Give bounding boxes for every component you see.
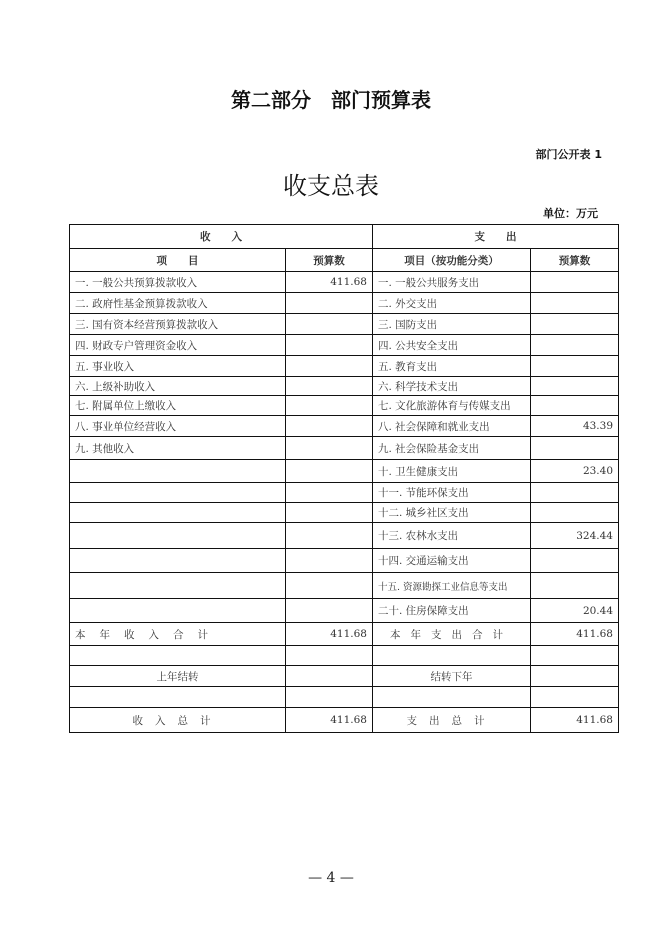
expense-item: 八. 社会保障和就业支出	[373, 416, 531, 437]
income-item	[70, 523, 286, 549]
income-value	[286, 314, 373, 335]
expense-section-header: 支 出	[373, 225, 619, 249]
table-row	[70, 503, 619, 523]
income-value	[286, 335, 373, 356]
expense-item: 十. 卫生健康支出	[373, 460, 531, 483]
expense-item-header: 项目（按功能分类）	[373, 249, 531, 272]
table-row	[70, 272, 619, 293]
section-header-row	[70, 225, 619, 249]
year-income-total-value: 411.68	[286, 623, 373, 646]
carry-out-value	[531, 666, 619, 687]
expense-item: 十三. 农林水支出	[373, 523, 531, 549]
income-value	[286, 293, 373, 314]
page-number: — 4 —	[308, 870, 354, 886]
budget-summary-table	[69, 224, 619, 733]
expense-value	[531, 377, 619, 396]
carry-in-value	[286, 666, 373, 687]
income-budget-header: 预算数	[286, 249, 373, 272]
blank-row	[70, 687, 619, 708]
expense-item: 四. 公共安全支出	[373, 335, 531, 356]
income-value	[286, 599, 373, 623]
income-item	[70, 503, 286, 523]
table-row	[70, 356, 619, 377]
table-row	[70, 416, 619, 437]
income-item	[70, 549, 286, 573]
part-title: 第二部分 部门预算表	[231, 88, 431, 112]
income-item: 四. 财政专户管理资金收入	[70, 335, 286, 356]
income-value	[286, 377, 373, 396]
carry-in-label: 上年结转	[70, 666, 286, 687]
income-value	[286, 573, 373, 599]
expense-value	[531, 272, 619, 293]
expense-grand-total-label: 支出总计	[373, 708, 531, 733]
income-value	[286, 549, 373, 573]
expense-grand-total-value: 411.68	[531, 708, 619, 733]
income-value	[286, 483, 373, 503]
table-row	[70, 483, 619, 503]
blank-row	[70, 646, 619, 666]
income-value	[286, 416, 373, 437]
expense-value	[531, 314, 619, 335]
expense-item: 十二. 城乡社区支出	[373, 503, 531, 523]
income-item: 一. 一般公共预算拨款收入	[70, 272, 286, 293]
expense-item: 七. 文化旅游体育与传媒支出	[373, 396, 531, 416]
expense-value: 20.44	[531, 599, 619, 623]
income-value	[286, 460, 373, 483]
income-value: 411.68	[286, 272, 373, 293]
expense-budget-header: 预算数	[531, 249, 619, 272]
year-total-row	[70, 623, 619, 646]
carry-out-label: 结转下年	[373, 666, 531, 687]
expense-value: 324.44	[531, 523, 619, 549]
income-item: 九. 其他收入	[70, 437, 286, 460]
income-item	[70, 599, 286, 623]
income-item	[70, 573, 286, 599]
income-item: 八. 事业单位经营收入	[70, 416, 286, 437]
table-row	[70, 293, 619, 314]
grand-total-row	[70, 708, 619, 733]
table-row	[70, 396, 619, 416]
year-expense-total-value: 411.68	[531, 623, 619, 646]
income-item	[70, 460, 286, 483]
expense-item: 二十. 住房保障支出	[373, 599, 531, 623]
income-value	[286, 396, 373, 416]
expense-item: 十一. 节能环保支出	[373, 483, 531, 503]
table-row	[70, 523, 619, 549]
table-code: 部门公开表 1	[535, 148, 602, 161]
income-item	[70, 483, 286, 503]
income-item: 七. 附属单位上缴收入	[70, 396, 286, 416]
income-item: 三. 国有资本经营预算拨款收入	[70, 314, 286, 335]
expense-item: 十四. 交通运输支出	[373, 549, 531, 573]
income-value	[286, 356, 373, 377]
table-row	[70, 460, 619, 483]
expense-value	[531, 396, 619, 416]
expense-value	[531, 573, 619, 599]
expense-item: 五. 教育支出	[373, 356, 531, 377]
table-row	[70, 314, 619, 335]
expense-value	[531, 503, 619, 523]
expense-value: 43.39	[531, 416, 619, 437]
income-value	[286, 437, 373, 460]
expense-item: 一. 一般公共服务支出	[373, 272, 531, 293]
income-grand-total-label: 收入总计	[70, 708, 286, 733]
table-row	[70, 549, 619, 573]
unit-label: 单位：万元	[543, 207, 598, 220]
expense-item: 二. 外交支出	[373, 293, 531, 314]
income-value	[286, 503, 373, 523]
column-header-row	[70, 249, 619, 272]
table-row	[70, 335, 619, 356]
expense-value	[531, 335, 619, 356]
income-grand-total-value: 411.68	[286, 708, 373, 733]
income-item: 六. 上级补助收入	[70, 377, 286, 396]
table-row	[70, 573, 619, 599]
expense-value: 23.40	[531, 460, 619, 483]
expense-value	[531, 356, 619, 377]
income-item: 五. 事业收入	[70, 356, 286, 377]
expense-value	[531, 549, 619, 573]
income-item: 二. 政府性基金预算拨款收入	[70, 293, 286, 314]
carry-over-row	[70, 666, 619, 687]
expense-value	[531, 293, 619, 314]
year-income-total-label: 本年收入合计	[70, 623, 286, 646]
year-expense-total-label: 本年支出合计	[373, 623, 531, 646]
expense-item: 六. 科学技术支出	[373, 377, 531, 396]
expense-item: 九. 社会保险基金支出	[373, 437, 531, 460]
expense-value	[531, 437, 619, 460]
table-row	[70, 599, 619, 623]
table-title: 收支总表	[283, 172, 379, 200]
income-value	[286, 523, 373, 549]
expense-item: 三. 国防支出	[373, 314, 531, 335]
income-item-header: 项 目	[70, 249, 286, 272]
expense-item: 十五. 资源勘探工业信息等支出	[373, 573, 531, 599]
table-row	[70, 377, 619, 396]
expense-value	[531, 483, 619, 503]
income-section-header: 收 入	[70, 225, 373, 249]
table-row	[70, 437, 619, 460]
